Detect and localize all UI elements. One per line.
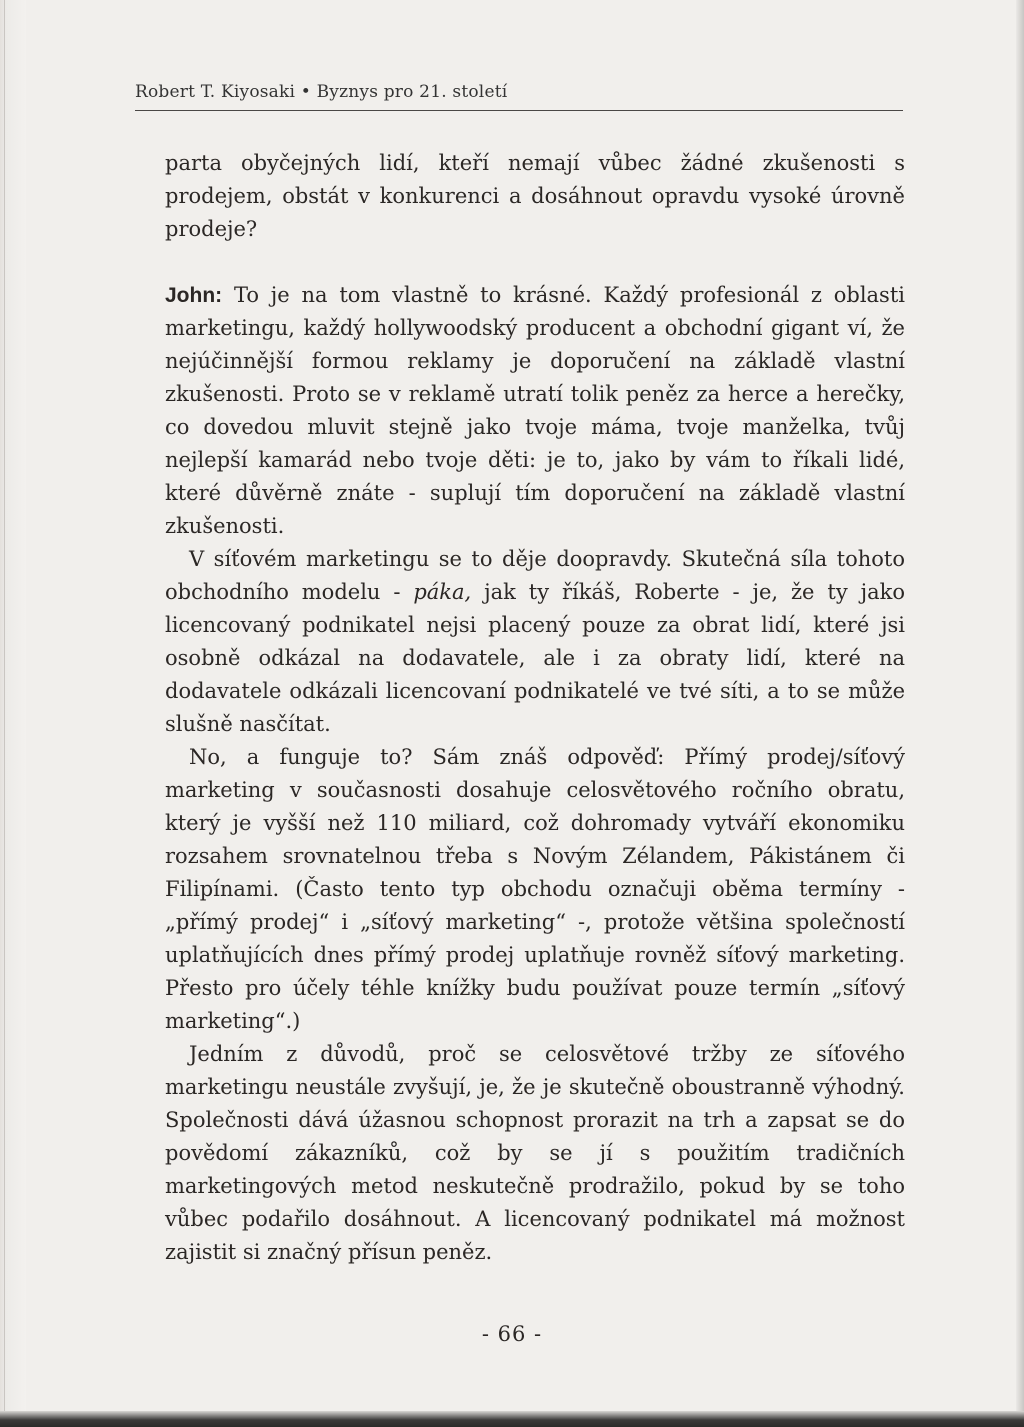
paragraph-3-emphasis: páka, — [413, 580, 472, 604]
paragraph-4-text: No, a funguje to? Sám znáš odpověď: Přímý prodej/síťový marketing v současnosti dosahuje celosvětového ročního obratu, který je vyšší než 110 miliard, což dohromady vytváří ekonomiku rozsahem srovnatelnou třeba s Novým Zélandem, Pákistánem či Filipínami. (Často tento typ obchodu označuji oběma termíny - „přímý prodej“ i „síťový marketing“ -, protože většina společností uplatňujících dnes přímý prodej uplatňuje rovněž síťový marketing. Přesto pro účely téhle knížky budu používat pouze termín „síťový marketing“.) — [165, 745, 905, 1033]
running-header — [135, 82, 905, 102]
paragraph-3-text-before: V síťovém marketingu se to děje doopravdy. Skutečná síla tohoto obchodního modelu - — [165, 547, 905, 604]
paragraph-5-text: Jedním z důvodů, proč se celosvětové tržby ze síťového marketingu neustále zvyšují, je, že je skutečně oboustranně výhodný. Společnosti dává úžasnou schopnost prorazit na trh a zapsat se do povědomí zákazníků, což by se jí s použitím tradičních marketingových metod neskutečně prodražilo, pokud by se toho vůbec podařilo dosáhnout. A licencovaný podnikatel má možnost zajistit si značný přísun peněz. — [165, 1042, 905, 1264]
header-rule — [135, 110, 903, 111]
paragraph-1-text: parta obyčejných lidí, kteří nemají vůbec žádné zkušenosti s prodejem, obstát v konkurenci a dosáhnout opravdu vysoké úrovně prodeje? — [165, 151, 905, 241]
page-number: - 66 - — [481, 1322, 543, 1346]
speaker-label: John: — [165, 284, 223, 307]
paragraph-5 — [165, 1038, 905, 1269]
paragraph-2 — [165, 279, 905, 543]
page-bottom-edge — [0, 1411, 1024, 1427]
paragraph-1 — [165, 147, 905, 246]
page-left-edge — [0, 0, 26, 1427]
paragraph-4 — [165, 741, 905, 1038]
paragraph-3-text-after: jak ty říkáš, Roberte - je, že ty jako licencovaný podnikatel nejsi placený pouze za obrat lidí, které jsi osobně odkázal na dodavatele, ale i za obraty lidí, které na dodavatele odkázali licencovaní podnikatelé ve tvé síti, a to se může slušně nasčítat. — [165, 580, 905, 736]
page-right-edge — [1016, 0, 1024, 1427]
paragraph-2-text: To je na tom vlastně to krásné. Každý profesionál z oblasti marketingu, každý hollywoodský producent a obchodní gigant ví, že nejúčinnější formou reklamy je doporučení na základě vlastní zkušenosti. Proto se v reklamě utratí tolik peněz za herce a herečky, co dovedou mluvit stejně jako tvoje máma, tvoje manželka, tvůj nejlepší kamarád nebo tvoje děti: je to, jako by vám to říkali lidé, které důvěrně znáte - suplují tím doporučení na základě vlastní zkušenosti. — [165, 283, 905, 538]
running-title: Robert T. Kiyosaki • Byznys pro 21. století — [135, 82, 508, 102]
paragraph-3 — [165, 543, 905, 741]
body-text — [165, 147, 905, 1269]
